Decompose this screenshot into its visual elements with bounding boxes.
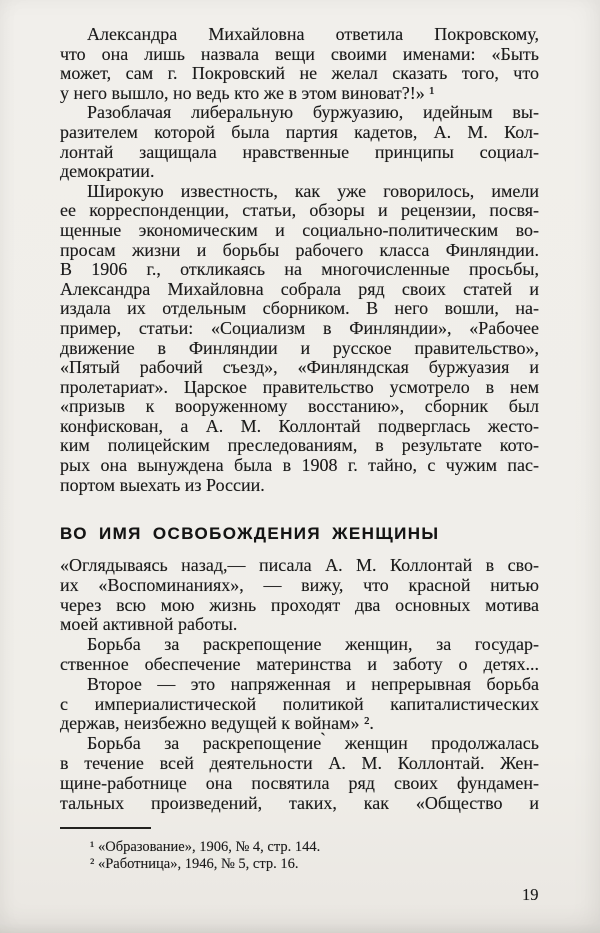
- text-line: может, сам г. Покровский не желал сказать того, что: [60, 63, 539, 84]
- text-line: тальных произведений, таких, как «Общество и: [60, 792, 539, 813]
- text-line: разителем которой была партия кадетов, А. М. Кол-: [60, 121, 539, 142]
- text-line: пролетариат». Царское правительство усмотрело в нем: [60, 376, 539, 397]
- body-text-block-upper: [60, 25, 539, 495]
- text-line: моей активной работы.: [60, 614, 238, 635]
- text-line: щине-работнице она посвятила ряд своих фундамен-: [60, 772, 539, 793]
- text-line: лонтай защищала нравственные принципы социал-: [60, 141, 539, 162]
- text-line: у него вышло, но ведь кто же в этом виноват?!» ¹: [60, 82, 435, 103]
- text-line: издала их отдельным сборником. В него вошли, на-: [60, 298, 539, 319]
- footnote: ¹ «Образование», 1906, № 4, стр. 144.: [90, 839, 321, 855]
- text-line: В 1906 г., откликаясь на многочисленные просьбы,: [60, 259, 539, 280]
- text-line: ственное обеспечение материнства и заботу о детях...: [60, 653, 539, 674]
- text-line: что она лишь назвала вещи своими именами: «Быть: [60, 43, 539, 64]
- text-line: ким полицейским преследованиям, в результате кото-: [60, 435, 539, 456]
- text-line: портом выехать из России.: [60, 474, 265, 495]
- page-number: 19: [522, 885, 539, 904]
- text-line: Александра Михайловна ответила Покровскому,: [87, 24, 539, 44]
- text-line: пример, статьи: «Социализм в Финляндии», «Рабочее: [60, 317, 539, 338]
- text-line: ее корреспонденции, статьи, обзоры и рецензии, посвя-: [60, 200, 539, 221]
- body-text-block-lower: [60, 556, 539, 813]
- text-line: Александра Михайловна собрала ряд своих статей и: [60, 278, 539, 299]
- text-line: Второе — это напряженная и непрерывная борьба: [87, 673, 539, 694]
- text-line: «призыв к вооруженному восстанию», сборник был: [60, 396, 539, 417]
- text-line: через всю мою жизнь проходят два основных мотива: [60, 594, 539, 615]
- text-line: «Оглядываясь назад,— писала А. М. Коллонтай в сво-: [60, 555, 539, 575]
- footnote-separator: [60, 827, 151, 829]
- footnote: ² «Работница», 1946, № 5, стр. 16.: [90, 856, 299, 872]
- footnotes: [60, 839, 539, 873]
- section-heading: ВО ИМЯ ОСВОБОЖДЕНИЯ ЖЕНЩИНЫ: [60, 524, 440, 543]
- text-line: просам жизни и борьбы рабочего класса Финляндии.: [60, 239, 539, 260]
- text-line: «Пятый рабочий съезд», «Финляндская буржуазия и: [60, 357, 539, 378]
- text-line: рых она вынуждена была в 1908 г. тайно, с чужим пас-: [60, 455, 539, 476]
- text-line: конфискован, а А. М. Коллонтай подверглась жесто-: [60, 415, 539, 436]
- text-line: Разоблачая либеральную буржуазию, идейным вы-: [87, 102, 539, 123]
- text-line: держав, неизбежно ведущей к войнам» ².: [60, 713, 374, 734]
- text-line: в течение всей деятельности А. М. Коллонтай. Жен-: [60, 752, 539, 773]
- text-line: щенные экономическим и социально-политическим во-: [60, 219, 539, 240]
- text-line: демократии.: [60, 161, 155, 182]
- text-line: Борьба за раскрепощение ̀женщин продолжалась: [87, 733, 539, 754]
- text-line: с империалистической политикой капиталистических: [60, 693, 539, 714]
- text-line: движение в Финляндии и русское правительство»,: [60, 337, 539, 358]
- text-line: Борьба за раскрепощение женщин, за государ-: [87, 634, 539, 655]
- text-line: их «Воспоминаниях», — вижу, что красной нитью: [60, 574, 539, 595]
- text-line: Широкую известность, как уже говорилось, имели: [87, 180, 539, 201]
